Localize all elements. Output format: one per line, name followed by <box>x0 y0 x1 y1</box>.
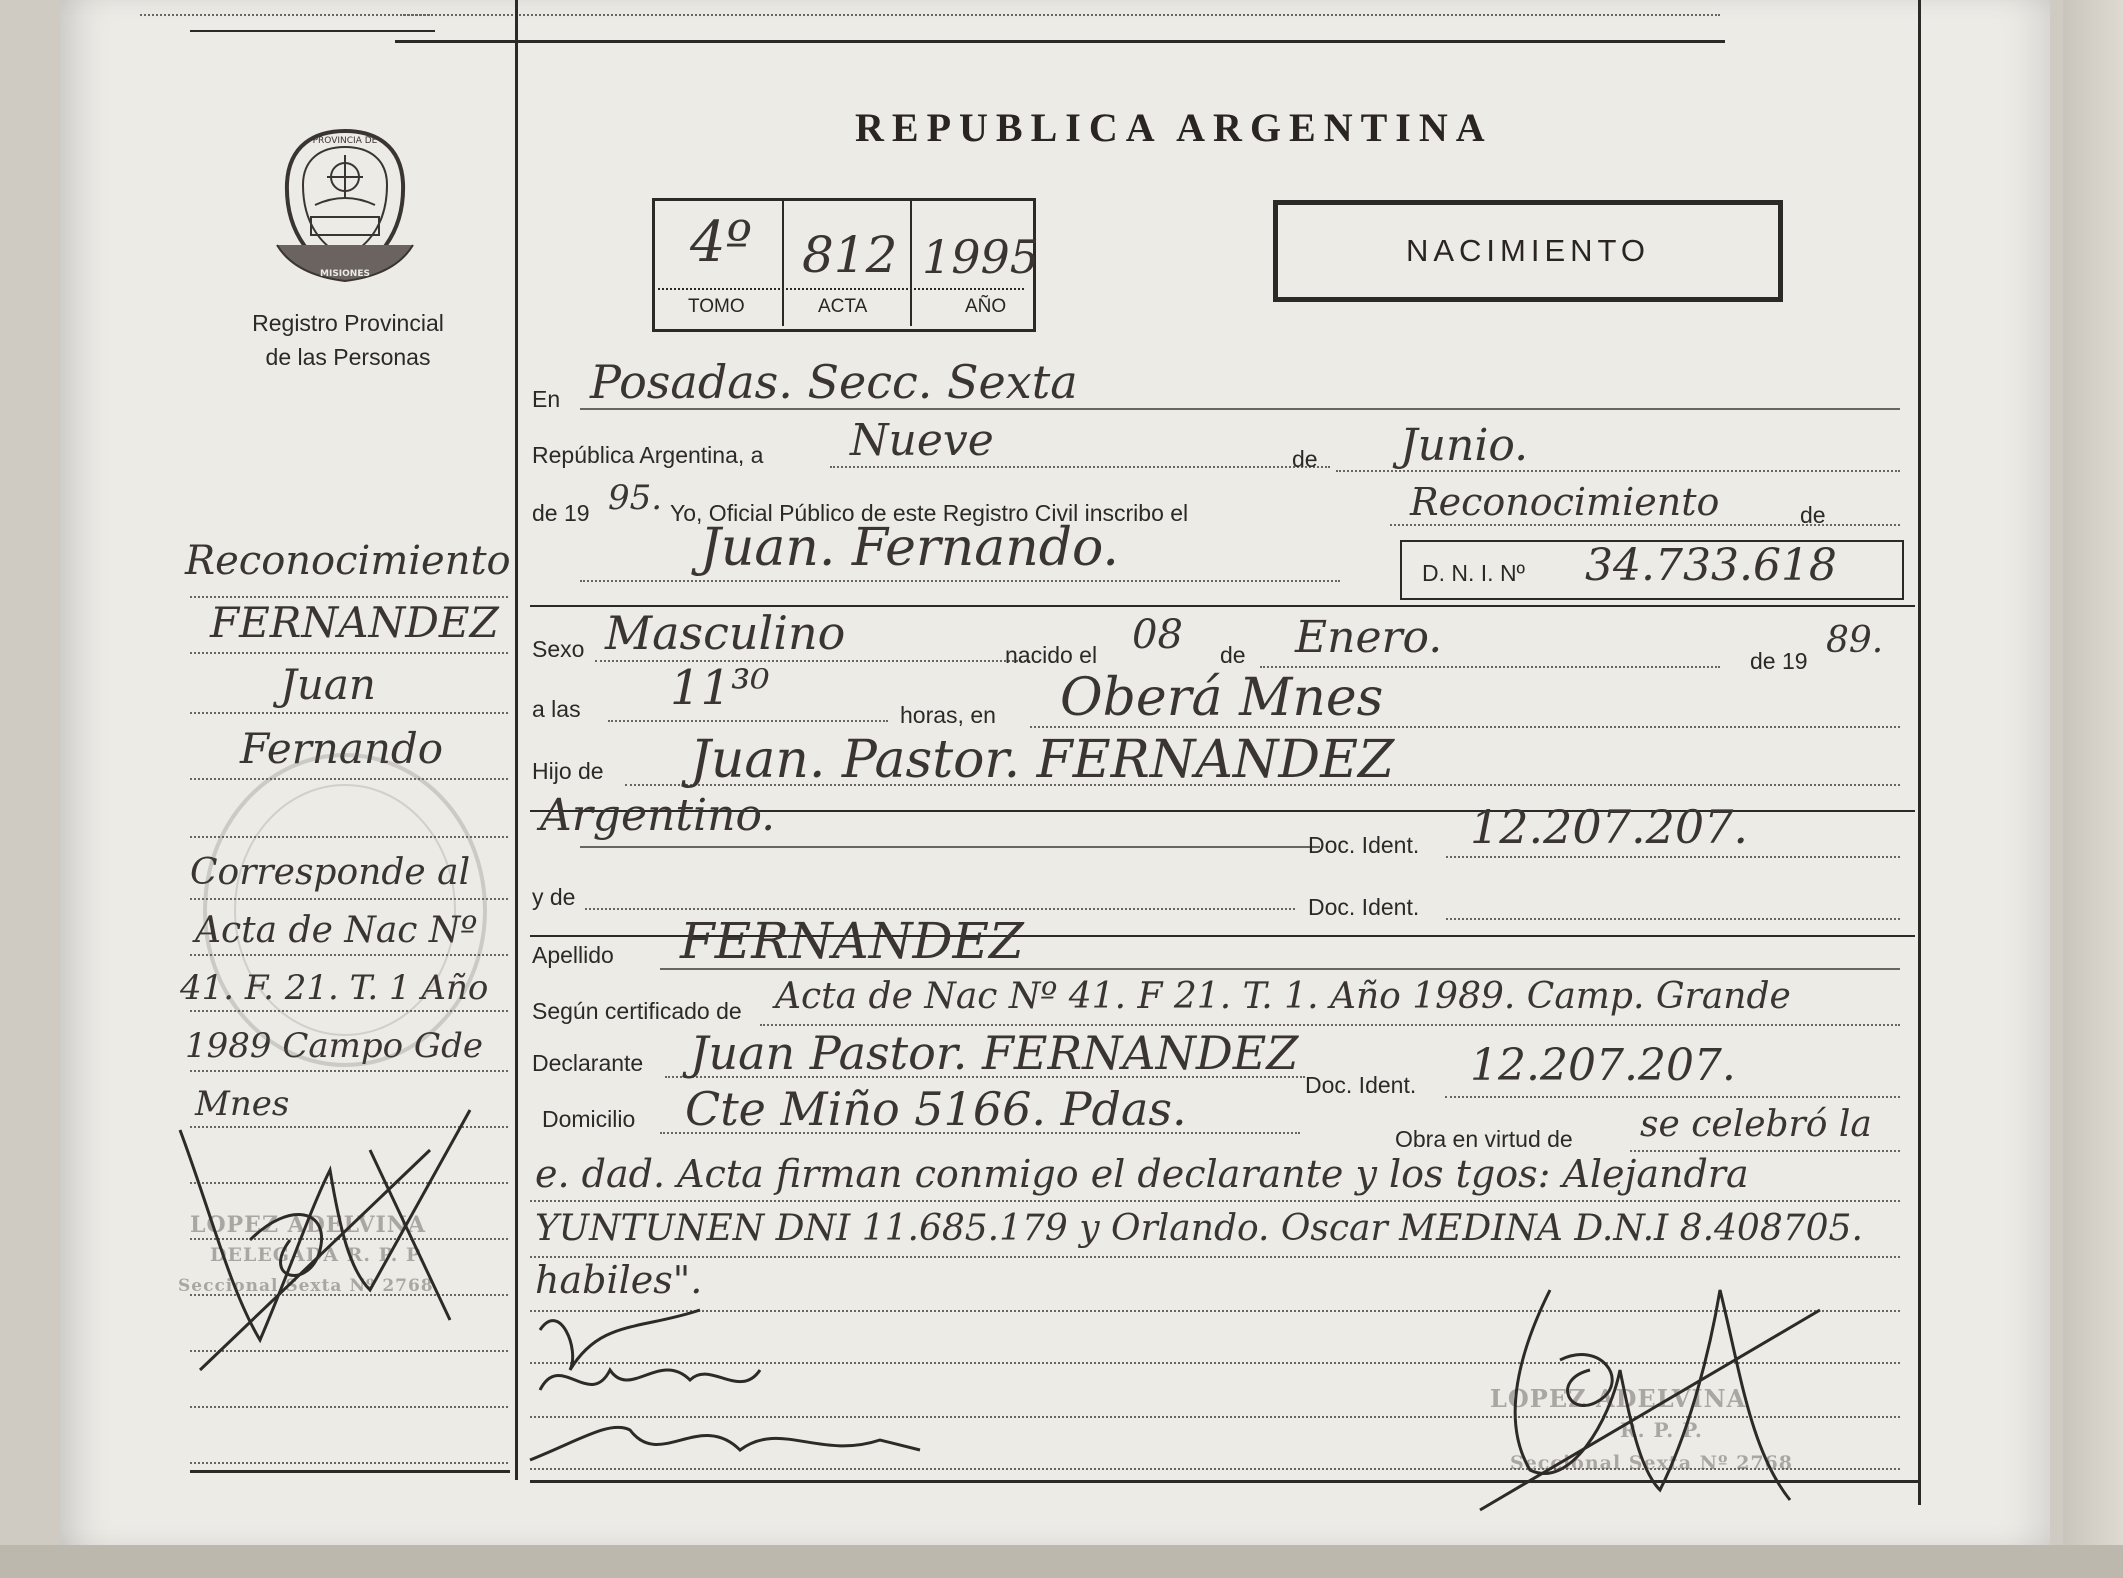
page-bottom-edge <box>0 1545 2123 1578</box>
obs-text-2: YUNTUNEN DNI 11.685.179 y Orlando. Oscar MEDINA D.N.I 8.408705. <box>535 1208 1863 1249</box>
margin-line-16 <box>190 1462 508 1464</box>
padre-doc-label: Doc. Ident. <box>1308 832 1420 858</box>
record-type: NACIMIENTO <box>1405 233 1651 268</box>
a-las-label: a las <box>532 696 581 722</box>
lugar-value: Oberá Mnes <box>1060 668 1384 728</box>
declarante-doc-line <box>1445 1096 1900 1098</box>
padre-doc-line <box>1446 856 1900 858</box>
right-frame <box>1918 0 1921 1505</box>
anio-inscripcion: 95. <box>608 478 663 518</box>
birth-certificate-page <box>60 0 2050 1545</box>
nacido-anio-prefix: de 19 <box>1750 648 1808 674</box>
seal-text-top: PROVINCIA DE <box>312 136 378 146</box>
apellido-label: Apellido <box>532 942 614 968</box>
en-value: Posadas. Secc. Sexta <box>590 355 1078 409</box>
madre-line <box>585 908 1295 910</box>
mes-de-label: de <box>1292 446 1318 472</box>
nacionalidad-line <box>580 846 1320 848</box>
dia-value: Nueve <box>850 415 994 466</box>
anio-prefix: de 19 <box>532 500 590 526</box>
y-de-label: y de <box>532 884 576 910</box>
sexo-value: Masculino <box>605 606 846 660</box>
padre-doc: 12.207.207. <box>1470 800 1748 854</box>
dni-value: 34.733.618 <box>1585 540 1837 591</box>
top-dotted-right <box>400 14 1720 16</box>
sexo-line <box>595 660 1030 662</box>
left-stamp-section: Seccional Sexta Nº 2768 <box>178 1276 434 1296</box>
hora-line <box>608 720 888 722</box>
office-line1: Registro Provincial <box>252 310 444 336</box>
dia-line <box>830 466 1330 468</box>
republica-label: República Argentina, a <box>532 442 764 468</box>
office-line2: de las Personas <box>265 344 431 370</box>
margin-note-7: 41. F. 21. T. 1 Año <box>180 968 489 1008</box>
right-stamp-section: Seccional Sexta Nº 2768 <box>1510 1452 1793 1474</box>
adjacent-page-edge <box>2063 0 2123 1578</box>
declarante-value: Juan Pastor. FERNANDEZ <box>690 1026 1299 1080</box>
hora-value: 11³⁰ <box>670 660 770 716</box>
declarante-doc: 12.207.207. <box>1470 1040 1736 1091</box>
record-box-divider-1 <box>782 200 784 326</box>
nacido-label: nacido el <box>1005 642 1098 668</box>
tomo-value: 4º <box>690 210 752 275</box>
acta-value: 812 <box>802 226 898 284</box>
en-label: En <box>532 386 561 412</box>
top-rule-right <box>395 40 1725 43</box>
country-heading: REPUBLICA ARGENTINA <box>855 105 1493 150</box>
top-dotted-left <box>140 14 430 16</box>
inscribo-de-label: de <box>1800 502 1826 528</box>
margin-note-4: Fernando <box>240 724 444 773</box>
anio-label: AÑO <box>965 296 1007 317</box>
nombre-value: Juan. Fernando. <box>700 518 1119 578</box>
sexo-label: Sexo <box>532 636 585 662</box>
yo-text: Yo, Oficial Público de este Registro Civil inscribo el <box>670 500 1189 526</box>
margin-note-1: Reconocimiento <box>185 538 511 584</box>
margin-line-2 <box>190 652 508 654</box>
domicilio-label: Domicilio <box>542 1106 636 1132</box>
dni-label: D. N. I. Nº <box>1422 560 1525 586</box>
horas-en-label: horas, en <box>900 702 996 728</box>
right-stamp-name: LOPEZ ADELVINA <box>1490 1384 1747 1413</box>
nacido-dia: 08 <box>1132 612 1183 658</box>
madre-doc-label: Doc. Ident. <box>1308 894 1420 920</box>
segun-value: Acta de Nac Nº 41. F 21. T. 1. Año 1989. Camp. Grande <box>775 976 1791 1017</box>
padre-value: Juan. Pastor. FERNANDEZ <box>690 730 1395 790</box>
nacionalidad-value: Argentino. <box>540 790 776 841</box>
nacido-de-label: de <box>1220 642 1246 668</box>
right-stamp-role: R. P. P. <box>1620 1418 1703 1442</box>
registrar-signature-icon <box>1460 1270 1860 1540</box>
obs-line-2 <box>530 1256 1900 1258</box>
margin-note-9: Mnes <box>195 1084 290 1124</box>
segun-label: Según certificado de <box>532 998 742 1024</box>
column-divider <box>515 0 518 1480</box>
margin-note-3: Juan <box>280 660 376 709</box>
obra-label: Obra en virtud de <box>1395 1126 1573 1152</box>
margin-note-5: Corresponde al <box>190 852 471 893</box>
record-box-baseline <box>658 288 1024 290</box>
madre-doc-line <box>1446 918 1900 920</box>
provincial-seal-icon <box>275 125 415 285</box>
anio-value: 1995 <box>922 230 1040 284</box>
top-rule-left <box>190 30 435 32</box>
record-box-divider-2 <box>910 200 912 326</box>
margin-line-3 <box>190 712 508 714</box>
margin-round-stamp-icon <box>195 745 495 1075</box>
seal-text-bottom: MISIONES <box>320 269 370 279</box>
inscribo-value: Reconocimiento <box>1410 480 1720 524</box>
margin-bottom-rule <box>190 1470 510 1473</box>
margin-note-6: Acta de Nac Nº <box>195 910 478 951</box>
nombre-line <box>580 580 1340 582</box>
declarante-doc-label: Doc. Ident. <box>1305 1072 1417 1098</box>
margin-signature-icon <box>170 1090 510 1380</box>
margin-note-8: 1989 Campo Gde <box>185 1026 483 1066</box>
margin-line-15 <box>190 1406 508 1408</box>
hijo-label: Hijo de <box>532 758 604 784</box>
witness-signatures-icon <box>520 1290 940 1490</box>
obs-text-3: habiles". <box>535 1258 703 1302</box>
obs-line-1 <box>530 1200 1900 1202</box>
obs-text-1: e. dad. Acta firman conmigo el declarante y los tgos: Alejandra <box>535 1152 1749 1196</box>
mes-value: Junio. <box>1400 420 1529 471</box>
tomo-label: TOMO <box>688 296 745 317</box>
left-stamp-role: DELEGADA R. P. P. <box>210 1244 426 1266</box>
nacido-mes: Enero. <box>1295 612 1443 663</box>
acta-label: ACTA <box>818 296 868 317</box>
left-stamp-name: LOPEZ ADELVINA <box>190 1212 426 1238</box>
domicilio-value: Cte Miño 5166. Pdas. <box>685 1082 1187 1136</box>
margin-note-2: FERNANDEZ <box>210 598 499 647</box>
obra-value: se celebró la <box>1640 1104 1872 1145</box>
apellido-value: FERNANDEZ <box>680 912 1024 970</box>
declarante-label: Declarante <box>532 1050 644 1076</box>
nacido-anio: 89. <box>1826 620 1884 661</box>
